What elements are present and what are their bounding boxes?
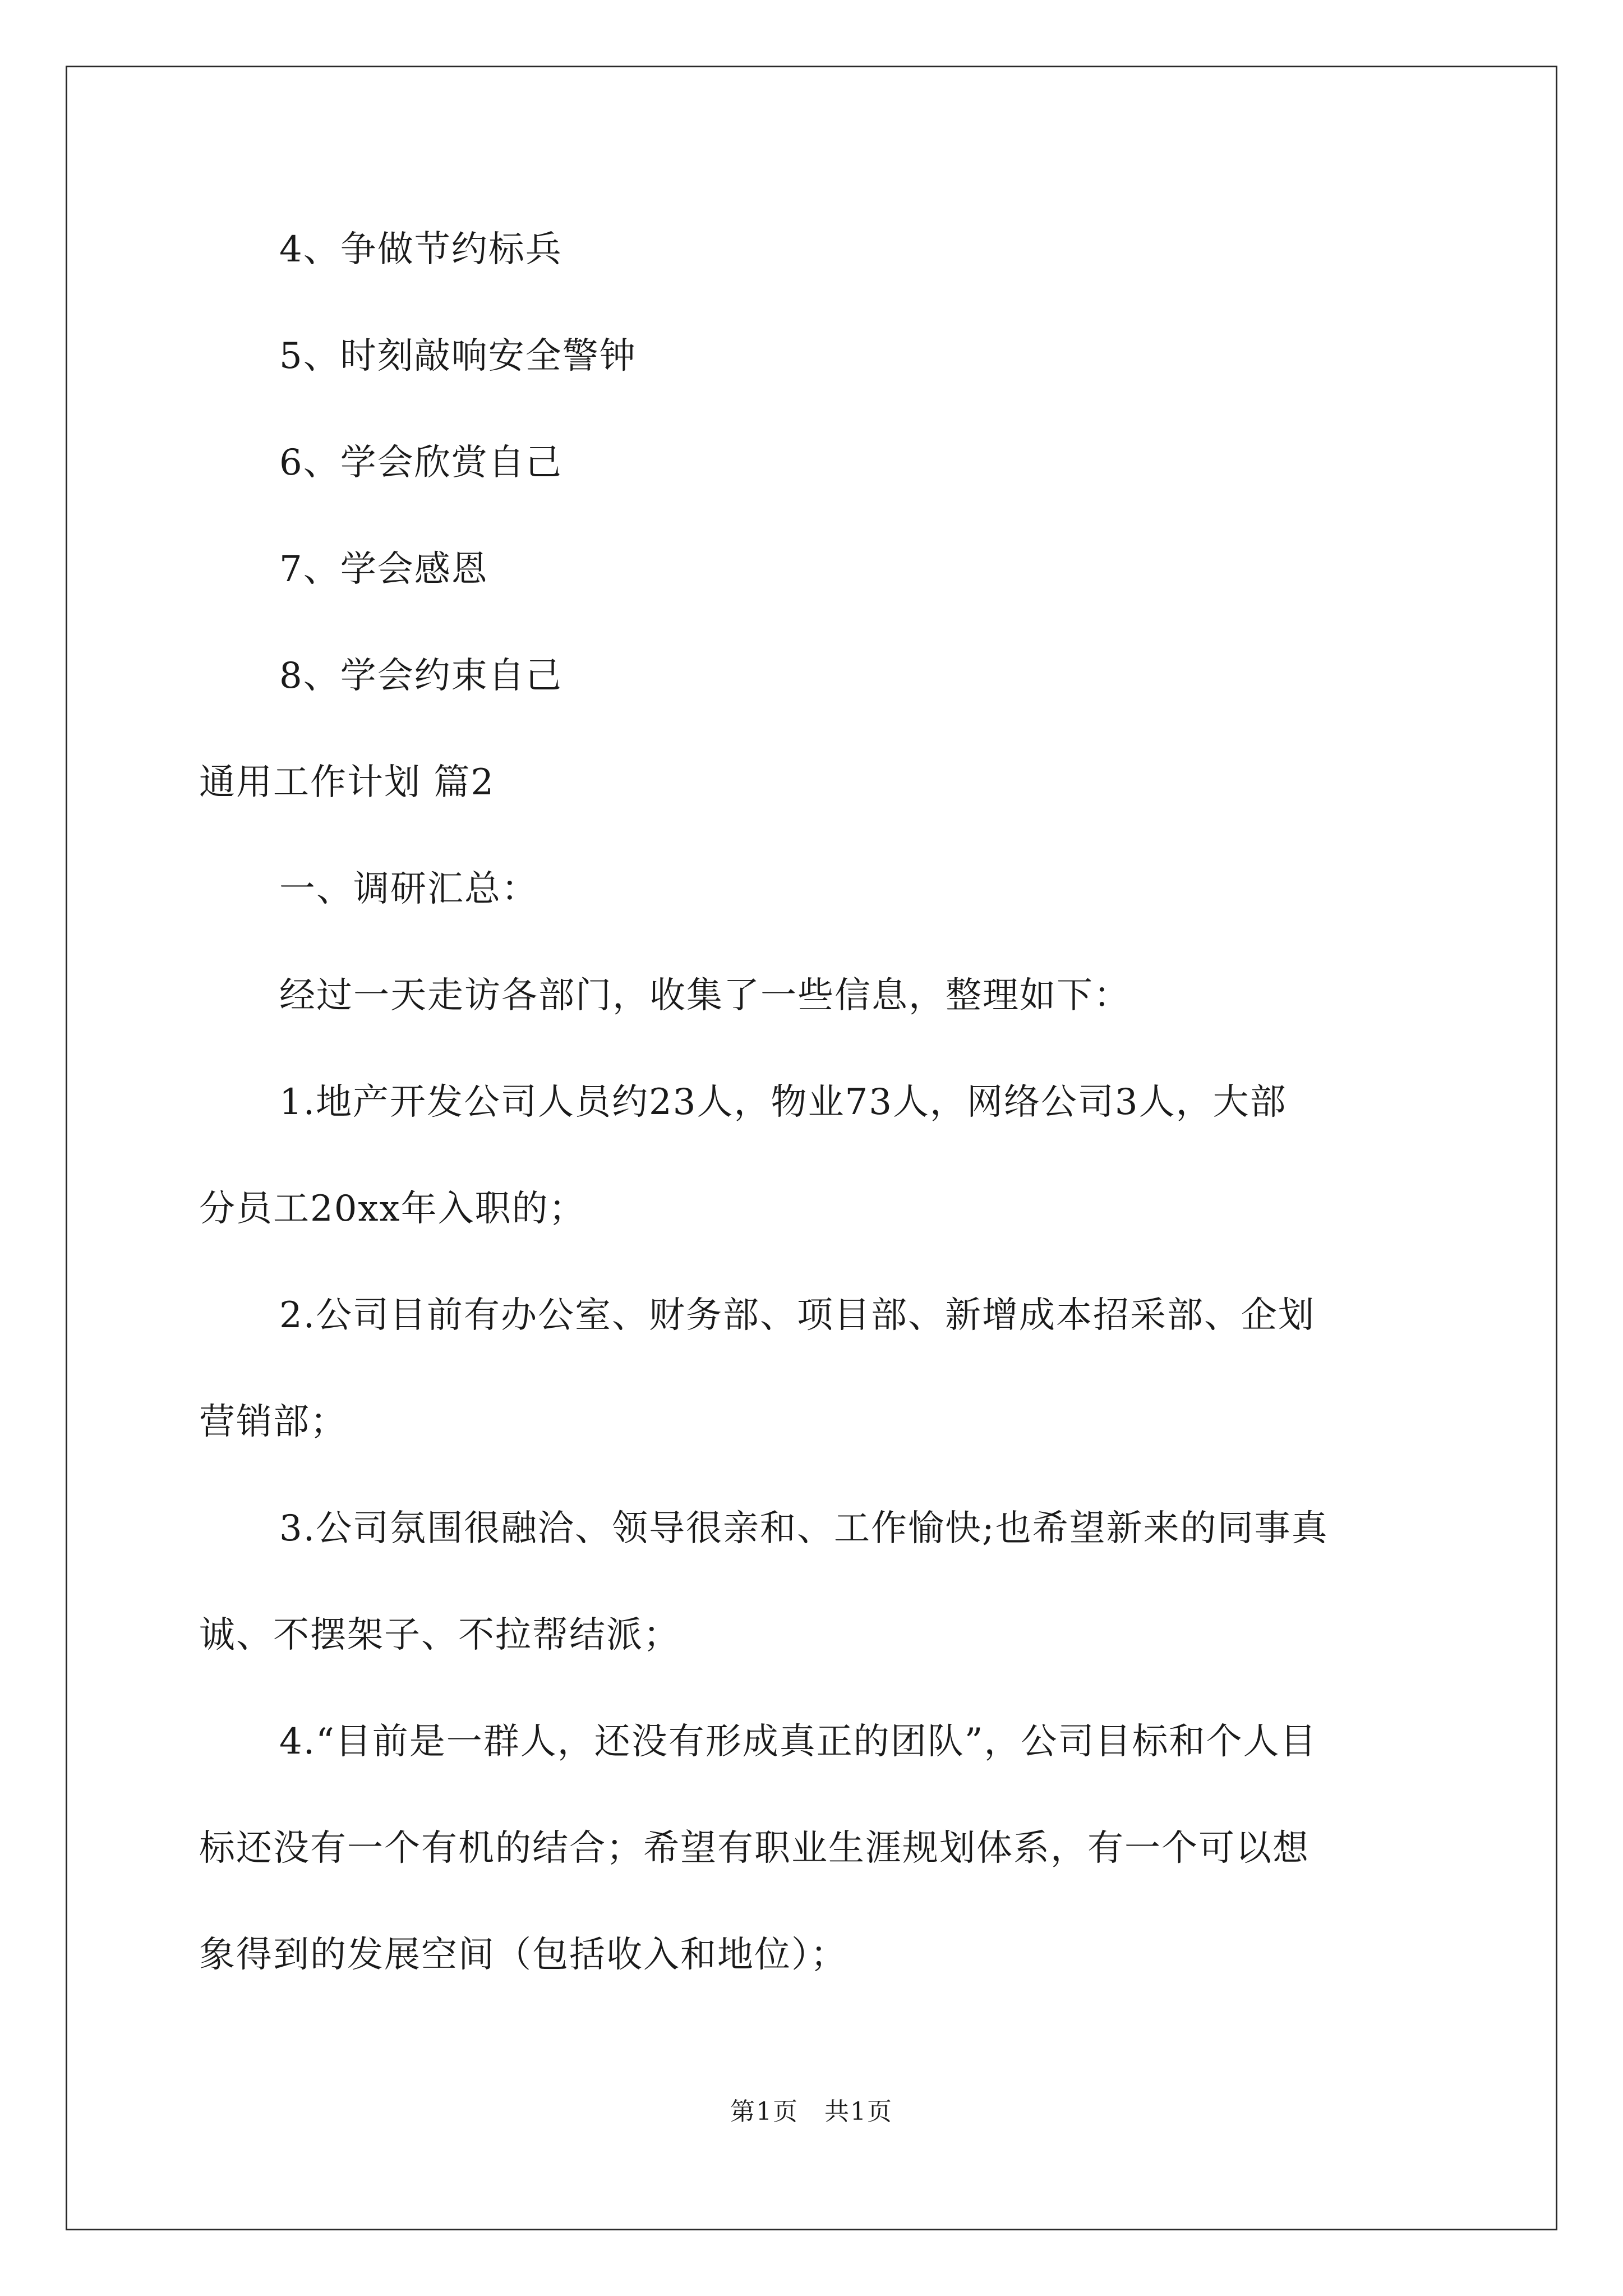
paragraph-line: 分员工20xx年入职的；: [199, 1188, 586, 1230]
paragraph-line: 诚、不摆架子、不拉帮结派；: [199, 1614, 680, 1656]
paragraph-line: 象得到的发展空间（包括收入和地位）；: [199, 1934, 847, 1976]
paragraph-line: 3.公司氛围很融洽、领导很亲和、工作愉快;也希望新来的同事真: [279, 1508, 1329, 1549]
paragraph-intro: 经过一天走访各部门，收集了一些信息，整理如下：: [279, 975, 1131, 1016]
subheading: 一、调研汇总：: [279, 868, 538, 910]
paragraph-line: 4.“目前是一群人，还没有形成真正的团队”，公司目标和个人目: [279, 1721, 1317, 1763]
paragraph-line: 标还没有一个有机的结合；希望有职业生涯规划体系，有一个可以想: [199, 1828, 1310, 1869]
list-item-7: 7、学会感恩: [279, 549, 488, 590]
list-item-5: 5、时刻敲响安全警钟: [279, 335, 637, 377]
list-item-4: 4、争做节约标兵: [279, 229, 562, 270]
paragraph-line: 营销部；: [199, 1401, 347, 1443]
list-item-6: 6、学会欣赏自己: [279, 442, 562, 484]
list-item-8: 8、学会约束自己: [279, 655, 562, 697]
page-border: [66, 66, 1557, 2230]
paragraph-line: 1.地产开发公司人员约23人，物业73人，网络公司3人，大部: [279, 1082, 1287, 1123]
paragraph-line: 2.公司目前有办公室、财务部、项目部、新增成本招采部、企划: [279, 1295, 1316, 1336]
section-heading: 通用工作计划 篇2: [199, 762, 495, 803]
page-footer: 第1页 共1页: [730, 2097, 893, 2126]
